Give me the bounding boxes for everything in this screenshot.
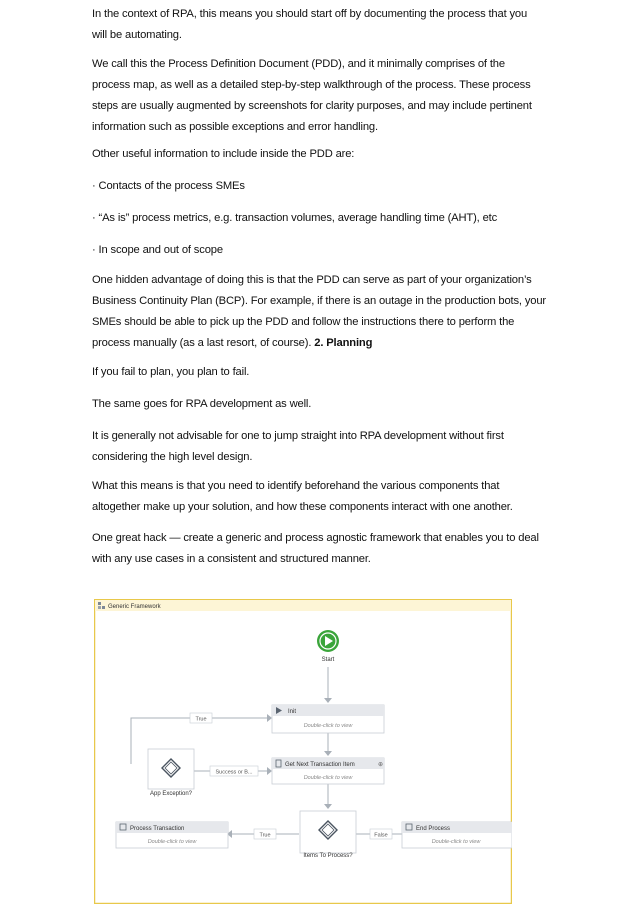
text-line: It is generally not advisable for one to jump straight into RPA development without first: [92, 430, 504, 442]
text-line: Business Continuity Plan (BCP). For example, if there is an outage in the production bots, your: [92, 295, 547, 307]
paragraph-context: [92, 4, 562, 46]
paragraph-other-info: [92, 144, 562, 165]
svg-text:Process Transaction: Process Transaction: [130, 826, 185, 832]
text-line: altogether make up your solution, and how these components interact with one another.: [92, 501, 513, 513]
svg-text:Init: Init: [288, 709, 297, 715]
collapse-icon: ⊕: [378, 762, 384, 768]
edge-label-false: [370, 829, 392, 839]
edge-label-true-bottom: [254, 829, 276, 839]
svg-text:App Exception?: App Exception?: [149, 791, 193, 797]
text-line: · “As is” process metrics, e.g. transaction volumes, average handling time (AHT), etc: [92, 212, 498, 224]
bullet-contacts: [92, 176, 562, 197]
svg-text:Double-click to view: Double-click to view: [303, 723, 353, 729]
text-line: One great hack — create a generic and process agnostic framework that enables you to deal: [92, 532, 539, 544]
paragraph-not-advisable: [92, 426, 562, 468]
text-line: · Contacts of the process SMEs: [92, 180, 245, 192]
text-line: SMEs should be able to pick up the PDD and follow the instructions there to perform the: [92, 316, 515, 328]
bullet-scope: [92, 240, 562, 261]
node-process-transaction: [116, 822, 228, 848]
text-line: considering the high level design.: [92, 451, 253, 463]
edge-label-true-top: [190, 713, 212, 723]
text-line: We call this the Process Definition Document (PDD), and it minimally comprises of the: [92, 58, 505, 70]
node-end-process: [402, 822, 512, 848]
svg-text:True: True: [195, 716, 207, 723]
node-init: [272, 705, 384, 733]
text-line: information such as possible exceptions and error handling.: [92, 121, 378, 133]
text-line: · In scope and out of scope: [92, 244, 223, 256]
svg-text:Double-click to view: Double-click to view: [431, 839, 481, 845]
text-line: The same goes for RPA development as well.: [92, 398, 312, 410]
paragraph-components: [92, 476, 562, 518]
edge-label-success: [210, 766, 258, 776]
svg-text:Success or B...: Success or B...: [215, 769, 253, 776]
section-heading-planning: 2. Planning: [314, 337, 373, 349]
paragraph-pdd: [92, 54, 562, 138]
framework-diagram: [94, 599, 512, 904]
decision-items-to-process: [300, 811, 356, 859]
text-line: If you fail to plan, you plan to fail.: [92, 366, 250, 378]
text-line: steps are usually augmented by screenshots for clarity purposes, and may include pertinent: [92, 100, 532, 112]
text-line: will be automating.: [92, 29, 182, 41]
text-line: What this means is that you need to identify beforehand the various components that: [92, 480, 500, 492]
text-line: process map, as well as a detailed step-by-step walkthrough of the process. These process: [92, 79, 531, 91]
diagram-title: Generic Framework: [108, 604, 161, 610]
bullet-metrics: [92, 208, 562, 229]
node-get-next-transaction-item: [272, 758, 384, 784]
paragraph-same-goes: [92, 394, 562, 415]
paragraph-great-hack: [92, 528, 562, 570]
text-line: Other useful information to include inside the PDD are:: [92, 148, 355, 160]
svg-text:Get Next Transaction Item: Get Next Transaction Item: [285, 762, 355, 768]
text-line: process manually (as a last resort, of course).: [92, 337, 312, 349]
paragraph-bcp: [92, 270, 562, 354]
text-line: One hidden advantage of doing this is that the PDD can serve as part of your organization’s: [92, 274, 532, 286]
svg-text:Double-click to view: Double-click to view: [303, 775, 353, 781]
svg-text:False: False: [374, 832, 388, 839]
start-label: Start: [321, 657, 335, 663]
svg-text:True: True: [259, 832, 271, 839]
svg-text:Items To Process?: Items To Process?: [303, 853, 353, 859]
text-line: In the context of RPA, this means you should start off by documenting the process that you: [92, 8, 528, 20]
text-line: with any use cases in a consistent and structured manner.: [92, 553, 371, 565]
paragraph-fail-to-plan: [92, 362, 562, 383]
svg-text:Double-click to view: Double-click to view: [147, 839, 197, 845]
svg-text:End Process: End Process: [416, 826, 451, 832]
